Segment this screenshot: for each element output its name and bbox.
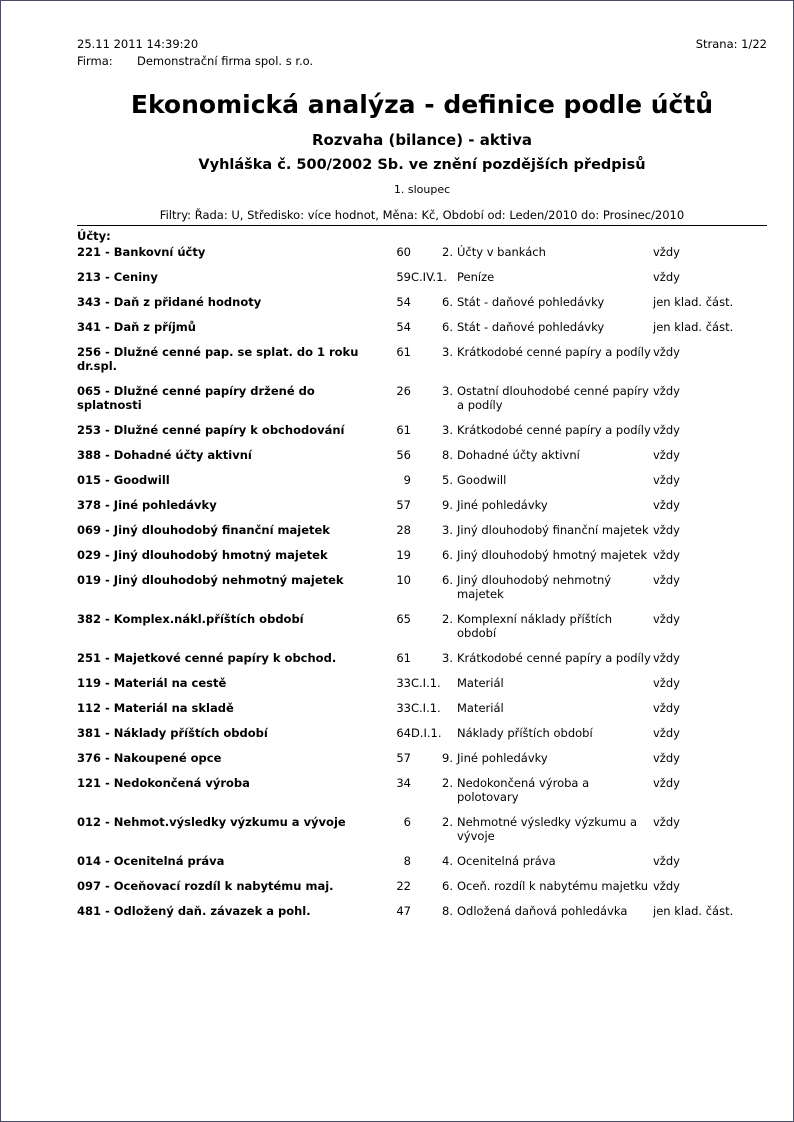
section-label-accounts: Účty: xyxy=(77,229,111,243)
condition-cell: vždy xyxy=(653,573,680,587)
condition-cell: vždy xyxy=(653,776,680,790)
item-name-cell: Stát - daňové pohledávky xyxy=(457,295,605,309)
item-name-cell: Nedokončená výroba a polotovary xyxy=(457,776,590,804)
item-name-cell: Ocenitelná práva xyxy=(457,854,556,868)
item-name-cell: Krátkodobé cenné papíry a podíly xyxy=(457,423,651,437)
account-cell: 015 - Goodwill xyxy=(77,473,170,487)
item-name-cell: Odložená daňová pohledávka xyxy=(457,904,628,918)
item-name-cell: Jiný dlouhodobý hmotný majetek xyxy=(457,548,648,562)
table-row xyxy=(77,815,767,854)
line-number-cell: 19 xyxy=(396,548,411,562)
table-row xyxy=(77,676,767,701)
header-datetime: 25.11 2011 14:39:20 xyxy=(77,37,199,51)
line-number-cell: 56 xyxy=(396,448,411,462)
table-row xyxy=(77,320,767,345)
table-row xyxy=(77,498,767,523)
account-cell: 343 - Daň z přidané hodnoty xyxy=(77,295,262,309)
line-number-cell: 60 xyxy=(396,245,411,259)
item-name-cell: Materiál xyxy=(457,701,504,715)
account-cell: 014 - Ocenitelná práva xyxy=(77,854,225,868)
condition-cell: vždy xyxy=(653,473,680,487)
table-row xyxy=(77,384,767,423)
code-cell: 2. xyxy=(442,245,453,259)
line-number-cell: 8 xyxy=(403,854,411,868)
item-name-cell: Jiný dlouhodobý finanční majetek xyxy=(457,523,649,537)
line-number-cell: 57 xyxy=(396,751,411,765)
table-row xyxy=(77,245,767,270)
condition-cell: vždy xyxy=(653,676,680,690)
condition-cell: vždy xyxy=(653,448,680,462)
line-number-cell: 10 xyxy=(396,573,411,587)
item-name-cell: Jiné pohledávky xyxy=(457,498,548,512)
item-name-cell: Materiál xyxy=(457,676,504,690)
table-row xyxy=(77,776,767,815)
code-cell: 9. xyxy=(442,498,453,512)
item-name-cell: Krátkodobé cenné papíry a podíly xyxy=(457,345,651,359)
code-cell: 3. xyxy=(442,651,453,665)
account-cell: 112 - Materiál na skladě xyxy=(77,701,234,715)
table-row xyxy=(77,423,767,448)
account-cell: 119 - Materiál na cestě xyxy=(77,676,227,690)
item-name-cell: Nehmotné výsledky výzkumu a vývoje xyxy=(457,815,638,843)
table-row xyxy=(77,904,767,929)
item-name-cell: Goodwill xyxy=(457,473,507,487)
line-number-cell: 34 xyxy=(396,776,411,790)
account-cell: 121 - Nedokončená výroba xyxy=(77,776,250,790)
subtitle-balance: Rozvaha (bilance) - aktiva xyxy=(311,131,533,149)
account-cell: 388 - Dohadné účty aktivní xyxy=(77,448,252,462)
code-cell: 8. xyxy=(442,904,453,918)
item-name-cell: Komplexní náklady příštích období xyxy=(457,612,613,640)
table-row xyxy=(77,548,767,573)
code-cell: C.I.1. xyxy=(411,701,441,715)
code-cell: 2. xyxy=(442,776,453,790)
line-number-cell: 61 xyxy=(396,651,411,665)
line-number-cell: 47 xyxy=(396,904,411,918)
account-cell: 382 - Komplex.nákl.příštích období xyxy=(77,612,304,626)
header-divider xyxy=(77,225,767,226)
line-number-cell: 33 xyxy=(396,676,411,690)
line-number-cell: 28 xyxy=(396,523,411,537)
account-cell: 221 - Bankovní účty xyxy=(77,245,206,259)
item-name-cell: Stát - daňové pohledávky xyxy=(457,320,605,334)
condition-cell: vždy xyxy=(653,523,680,537)
account-cell: 376 - Nakoupené opce xyxy=(77,751,222,765)
item-name-cell: Jiné pohledávky xyxy=(457,751,548,765)
table-row xyxy=(77,879,767,904)
item-name-cell: Náklady příštích období xyxy=(457,726,593,740)
condition-cell: vždy xyxy=(653,726,680,740)
table-row xyxy=(77,448,767,473)
line-number-cell: 57 xyxy=(396,498,411,512)
line-number-cell: 54 xyxy=(396,320,411,334)
page-title: Ekonomická analýza - definice podle účtů xyxy=(130,90,714,119)
account-cell: 381 - Náklady příštích období xyxy=(77,726,268,740)
line-number-cell: 59 xyxy=(396,270,411,284)
report-sheet xyxy=(77,37,767,929)
code-cell: 6. xyxy=(442,573,453,587)
line-number-cell: 9 xyxy=(403,473,411,487)
account-cell: 253 - Dlužné cenné papíry k obchodování xyxy=(77,423,345,437)
code-cell: 2. xyxy=(442,612,453,626)
code-cell: 9. xyxy=(442,751,453,765)
table-row xyxy=(77,701,767,726)
item-name-cell: Účty v bankách xyxy=(457,245,546,259)
condition-cell: vždy xyxy=(653,345,680,359)
account-cell: 213 - Ceniny xyxy=(77,270,158,284)
code-cell: 6. xyxy=(442,548,453,562)
table-row xyxy=(77,651,767,676)
account-cell: 256 - Dlužné cenné pap. se splat. do 1 roku dr.spl. xyxy=(77,345,359,373)
code-cell: 5. xyxy=(442,473,453,487)
account-cell: 097 - Oceňovací rozdíl k nabytému maj. xyxy=(77,879,334,893)
code-cell: D.I.1. xyxy=(411,726,442,740)
code-cell: C.I.1. xyxy=(411,676,441,690)
condition-cell: vždy xyxy=(653,245,680,259)
document-header xyxy=(77,37,767,51)
account-cell: 019 - Jiný dlouhodobý nehmotný majetek xyxy=(77,573,344,587)
code-cell: 3. xyxy=(442,384,453,398)
condition-cell: vždy xyxy=(653,701,680,715)
item-name-cell: Krátkodobé cenné papíry a podíly xyxy=(457,651,651,665)
code-cell: 4. xyxy=(442,854,453,868)
condition-cell: vždy xyxy=(653,879,680,893)
code-cell: 6. xyxy=(442,320,453,334)
account-cell: 065 - Dlužné cenné papíry držené do splatnosti xyxy=(77,384,315,412)
condition-cell: vždy xyxy=(653,423,680,437)
table-row xyxy=(77,523,767,548)
table-row xyxy=(77,573,767,612)
code-cell: 3. xyxy=(442,523,453,537)
table-row xyxy=(77,751,767,776)
company-name: Demonstrační firma spol. s r.o. xyxy=(137,54,314,68)
account-cell: 378 - Jiné pohledávky xyxy=(77,498,217,512)
condition-cell: vždy xyxy=(653,854,680,868)
line-number-cell: 54 xyxy=(396,295,411,309)
code-cell: 3. xyxy=(442,345,453,359)
subtitle-decree: Vyhláška č. 500/2002 Sb. ve znění pozdějších předpisů xyxy=(198,157,646,173)
table-row xyxy=(77,854,767,879)
condition-cell: vždy xyxy=(653,384,680,398)
item-name-cell: Peníze xyxy=(457,270,495,284)
condition-cell: jen klad. část. xyxy=(653,320,734,334)
table-row xyxy=(77,612,767,651)
subtitle-column: 1. sloupec xyxy=(393,183,451,196)
condition-cell: vždy xyxy=(653,815,680,829)
account-cell: 029 - Jiný dlouhodobý hmotný majetek xyxy=(77,548,328,562)
line-number-cell: 6 xyxy=(403,815,411,829)
table-row xyxy=(77,473,767,498)
line-number-cell: 64 xyxy=(396,726,411,740)
condition-cell: vždy xyxy=(653,498,680,512)
account-cell: 341 - Daň z příjmů xyxy=(77,320,196,334)
item-name-cell: Ostatní dlouhodobé cenné papíry a podíly xyxy=(457,384,649,412)
table-row xyxy=(77,270,767,295)
filters-line: Filtry: Řada: U, Středisko: více hodnot, Měna: Kč, Období od: Leden/2010 do: Prosinec/2010 xyxy=(159,208,685,222)
code-cell: 2. xyxy=(442,815,453,829)
code-cell: 3. xyxy=(442,423,453,437)
account-cell: 069 - Jiný dlouhodobý finanční majetek xyxy=(77,523,330,537)
company-line xyxy=(77,54,767,68)
account-cell: 251 - Majetkové cenné papíry k obchod. xyxy=(77,651,337,665)
line-number-cell: 61 xyxy=(396,423,411,437)
condition-cell: jen klad. část. xyxy=(653,295,734,309)
condition-cell: vždy xyxy=(653,651,680,665)
accounts-table-body xyxy=(77,245,767,929)
item-name-cell: Jiný dlouhodobý nehmotný majetek xyxy=(457,573,612,601)
condition-cell: vždy xyxy=(653,270,680,284)
accounts-table xyxy=(77,245,767,929)
item-name-cell: Dohadné účty aktivní xyxy=(457,448,580,462)
company-label: Firma: xyxy=(77,54,113,68)
line-number-cell: 26 xyxy=(396,384,411,398)
code-cell: 6. xyxy=(442,295,453,309)
code-cell: 8. xyxy=(442,448,453,462)
line-number-cell: 65 xyxy=(396,612,411,626)
table-row xyxy=(77,345,767,384)
table-row xyxy=(77,726,767,751)
item-name-cell: Oceň. rozdíl k nabytému majetku xyxy=(457,879,649,893)
table-row xyxy=(77,295,767,320)
line-number-cell: 33 xyxy=(396,701,411,715)
code-cell: 6. xyxy=(442,879,453,893)
condition-cell: vždy xyxy=(653,751,680,765)
line-number-cell: 22 xyxy=(396,879,411,893)
line-number-cell: 61 xyxy=(396,345,411,359)
condition-cell: vždy xyxy=(653,612,680,626)
account-cell: 012 - Nehmot.výsledky výzkumu a vývoje xyxy=(77,815,346,829)
header-page-number: Strana: 1/22 xyxy=(695,37,767,51)
condition-cell: vždy xyxy=(653,548,680,562)
account-cell: 481 - Odložený daň. závazek a pohl. xyxy=(77,904,311,918)
condition-cell: jen klad. část. xyxy=(653,904,734,918)
code-cell: C.IV.1. xyxy=(411,270,448,284)
